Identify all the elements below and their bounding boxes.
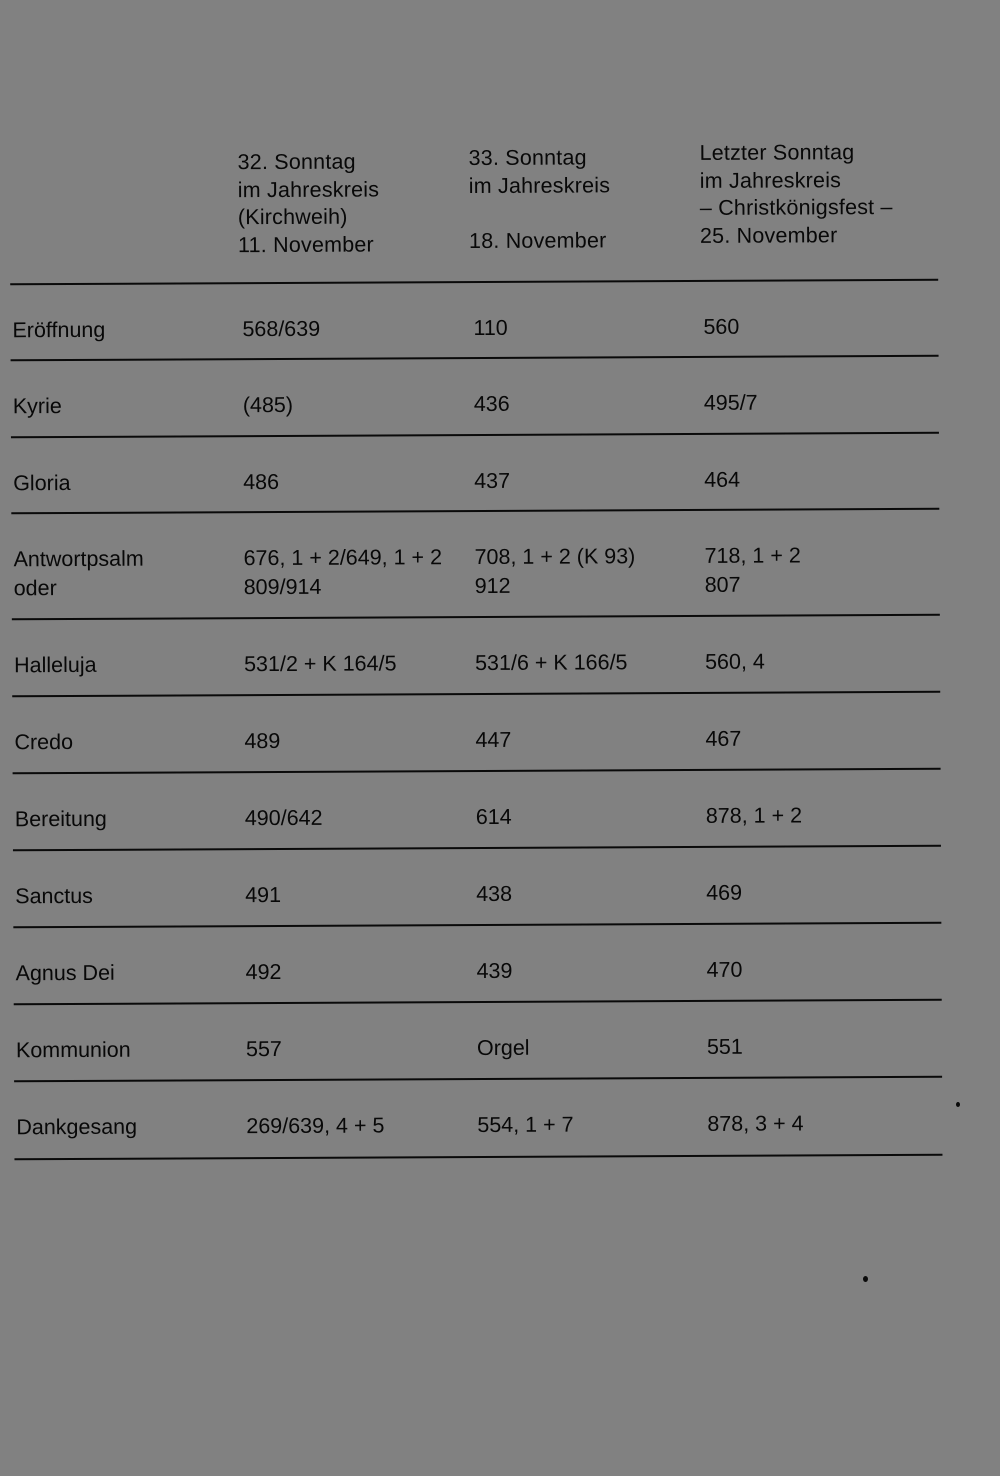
header-line: Letzter Sonntag <box>699 140 855 165</box>
row-divider <box>13 768 941 775</box>
header-line: im Jahreskreis <box>699 167 842 193</box>
cell-line: 447 <box>475 727 512 753</box>
table-row <box>0 311 998 343</box>
cell-line: Antwortpsalm <box>13 546 144 572</box>
cell-line: 708, 1 + 2 (K 93) <box>474 544 636 570</box>
table-row <box>2 954 1000 986</box>
row-divider <box>14 999 942 1006</box>
table-cell <box>246 958 282 987</box>
table-row <box>0 723 1000 755</box>
cell-line: 531/2 + K 164/5 <box>244 651 397 677</box>
header-line: 18. November <box>468 227 607 253</box>
cell-line: 676, 1 + 2/649, 1 + 2 <box>243 545 443 571</box>
cell-line: 470 <box>706 957 743 982</box>
row-divider <box>14 1076 942 1083</box>
table-row <box>0 646 1000 678</box>
header-line: im Jahreskreis <box>468 172 611 198</box>
table-row <box>0 464 999 496</box>
cell-line: 809/914 <box>243 574 322 600</box>
row-divider <box>11 355 939 362</box>
cell-line: Agnus Dei <box>15 960 115 986</box>
cell-line: 614 <box>475 804 512 830</box>
cell-line: Eröffnung <box>12 317 106 343</box>
table-cell <box>246 1035 282 1064</box>
dust-speck <box>956 1102 960 1107</box>
table-cell <box>477 1034 530 1063</box>
table-header <box>0 141 998 266</box>
cell-line: 439 <box>476 958 513 984</box>
cell-line: 718, 1 + 2 <box>704 543 801 568</box>
table-cell <box>477 957 513 986</box>
header-line: (Kirchweih) <box>237 204 348 230</box>
row-label <box>13 392 62 421</box>
table-cell <box>476 880 512 909</box>
table-row <box>1 800 1000 832</box>
cell-line: 492 <box>245 959 282 985</box>
cell-line: 436 <box>473 391 510 417</box>
row-label <box>15 882 93 911</box>
cell-line: 551 <box>706 1034 743 1059</box>
table-cell <box>246 1111 384 1141</box>
table-row <box>2 1108 1000 1140</box>
table-cell <box>474 542 635 601</box>
header-line: im Jahreskreis <box>237 176 380 202</box>
table-cell <box>243 543 442 602</box>
cell-line: 489 <box>244 728 281 754</box>
table-cell <box>706 801 802 830</box>
row-divider <box>12 691 940 698</box>
row-divider <box>11 432 939 439</box>
cell-line: 568/639 <box>242 316 321 342</box>
cell-line: Kommunion <box>15 1037 131 1063</box>
row-label <box>16 959 115 988</box>
table-cell <box>244 649 397 679</box>
row-label <box>14 651 97 680</box>
header-col-letzter-sonntag <box>700 139 893 250</box>
cell-line: 560, 4 <box>705 649 765 674</box>
table-cell <box>707 1033 743 1062</box>
dust-speck <box>863 1276 868 1282</box>
cell-line: Credo <box>14 729 74 755</box>
row-label <box>14 728 73 757</box>
cell-line: 110 <box>473 315 508 341</box>
row-label <box>13 469 71 498</box>
row-divider <box>12 614 940 621</box>
cell-line: Bereitung <box>14 806 107 832</box>
cell-line: 560 <box>703 314 740 339</box>
cell-line: 469 <box>706 880 743 905</box>
table-cell <box>705 725 741 754</box>
table-cell <box>244 727 280 756</box>
header-col-32-sonntag <box>238 148 380 259</box>
cell-line: 490/642 <box>244 805 323 831</box>
cell-line: 912 <box>474 573 511 599</box>
table-cell <box>706 879 742 908</box>
cell-line: 554, 1 + 7 <box>477 1112 574 1138</box>
header-col-33-sonntag <box>469 144 611 255</box>
cell-line: Kyrie <box>12 394 62 419</box>
table-row <box>1 877 1000 909</box>
cell-line: 486 <box>243 469 280 495</box>
row-divider <box>14 1154 942 1161</box>
row-divider <box>10 279 938 286</box>
table-cell <box>245 881 281 910</box>
table-cell <box>245 804 323 833</box>
header-line <box>469 199 611 227</box>
table-cell <box>474 390 510 419</box>
table-cell <box>474 467 510 496</box>
table-cell <box>707 1109 803 1138</box>
table-cell <box>473 314 507 343</box>
header-line: 25. November <box>699 222 838 248</box>
cell-line: 807 <box>704 572 741 597</box>
row-label <box>16 1113 137 1143</box>
table-cell <box>704 389 758 418</box>
cell-line: Halleluja <box>14 652 97 678</box>
cell-line: 878, 1 + 2 <box>705 803 803 828</box>
row-divider <box>11 508 939 515</box>
table-cell <box>704 466 740 495</box>
table-cell <box>703 313 739 342</box>
cell-line: 464 <box>704 467 741 492</box>
header-line: 32. Sonntag <box>237 149 356 175</box>
row-divider <box>13 922 941 929</box>
table-cell <box>706 956 742 985</box>
table-cell <box>705 648 765 677</box>
table-cell <box>243 391 293 420</box>
header-line: – Christkönigsfest – <box>699 194 893 220</box>
cell-line: (485) <box>242 392 294 418</box>
row-label <box>15 805 107 834</box>
cell-line: Gloria <box>13 470 71 496</box>
header-line: 33. Sonntag <box>468 145 587 171</box>
cell-line: 269/639, 4 + 5 <box>246 1113 385 1139</box>
table-cell <box>704 541 801 599</box>
table-cell <box>476 803 512 832</box>
cell-line: Orgel <box>476 1035 530 1061</box>
cell-line: 531/6 + K 166/5 <box>475 650 628 676</box>
cell-line: Dankgesang <box>16 1114 138 1140</box>
row-label <box>13 545 144 604</box>
table-row <box>0 540 999 601</box>
cell-line: 491 <box>245 882 282 908</box>
cell-line: oder <box>13 576 57 601</box>
cell-line: 878, 3 + 4 <box>707 1111 804 1136</box>
cell-line: 467 <box>705 726 742 751</box>
table-cell <box>475 726 511 755</box>
header-line: 11. November <box>237 232 374 257</box>
table-row <box>0 387 999 419</box>
row-divider <box>13 845 941 852</box>
table-cell <box>477 1111 573 1140</box>
cell-line: 495/7 <box>703 390 758 415</box>
table-cell <box>243 468 279 497</box>
cell-line: Sanctus <box>15 883 93 909</box>
table-cell <box>475 648 628 678</box>
row-label <box>12 316 105 345</box>
cell-line: 557 <box>245 1036 282 1062</box>
cell-line: 438 <box>476 881 513 907</box>
table-cell <box>242 315 320 344</box>
row-label <box>16 1036 131 1066</box>
cell-line: 437 <box>474 468 511 494</box>
table-row <box>2 1031 1000 1063</box>
